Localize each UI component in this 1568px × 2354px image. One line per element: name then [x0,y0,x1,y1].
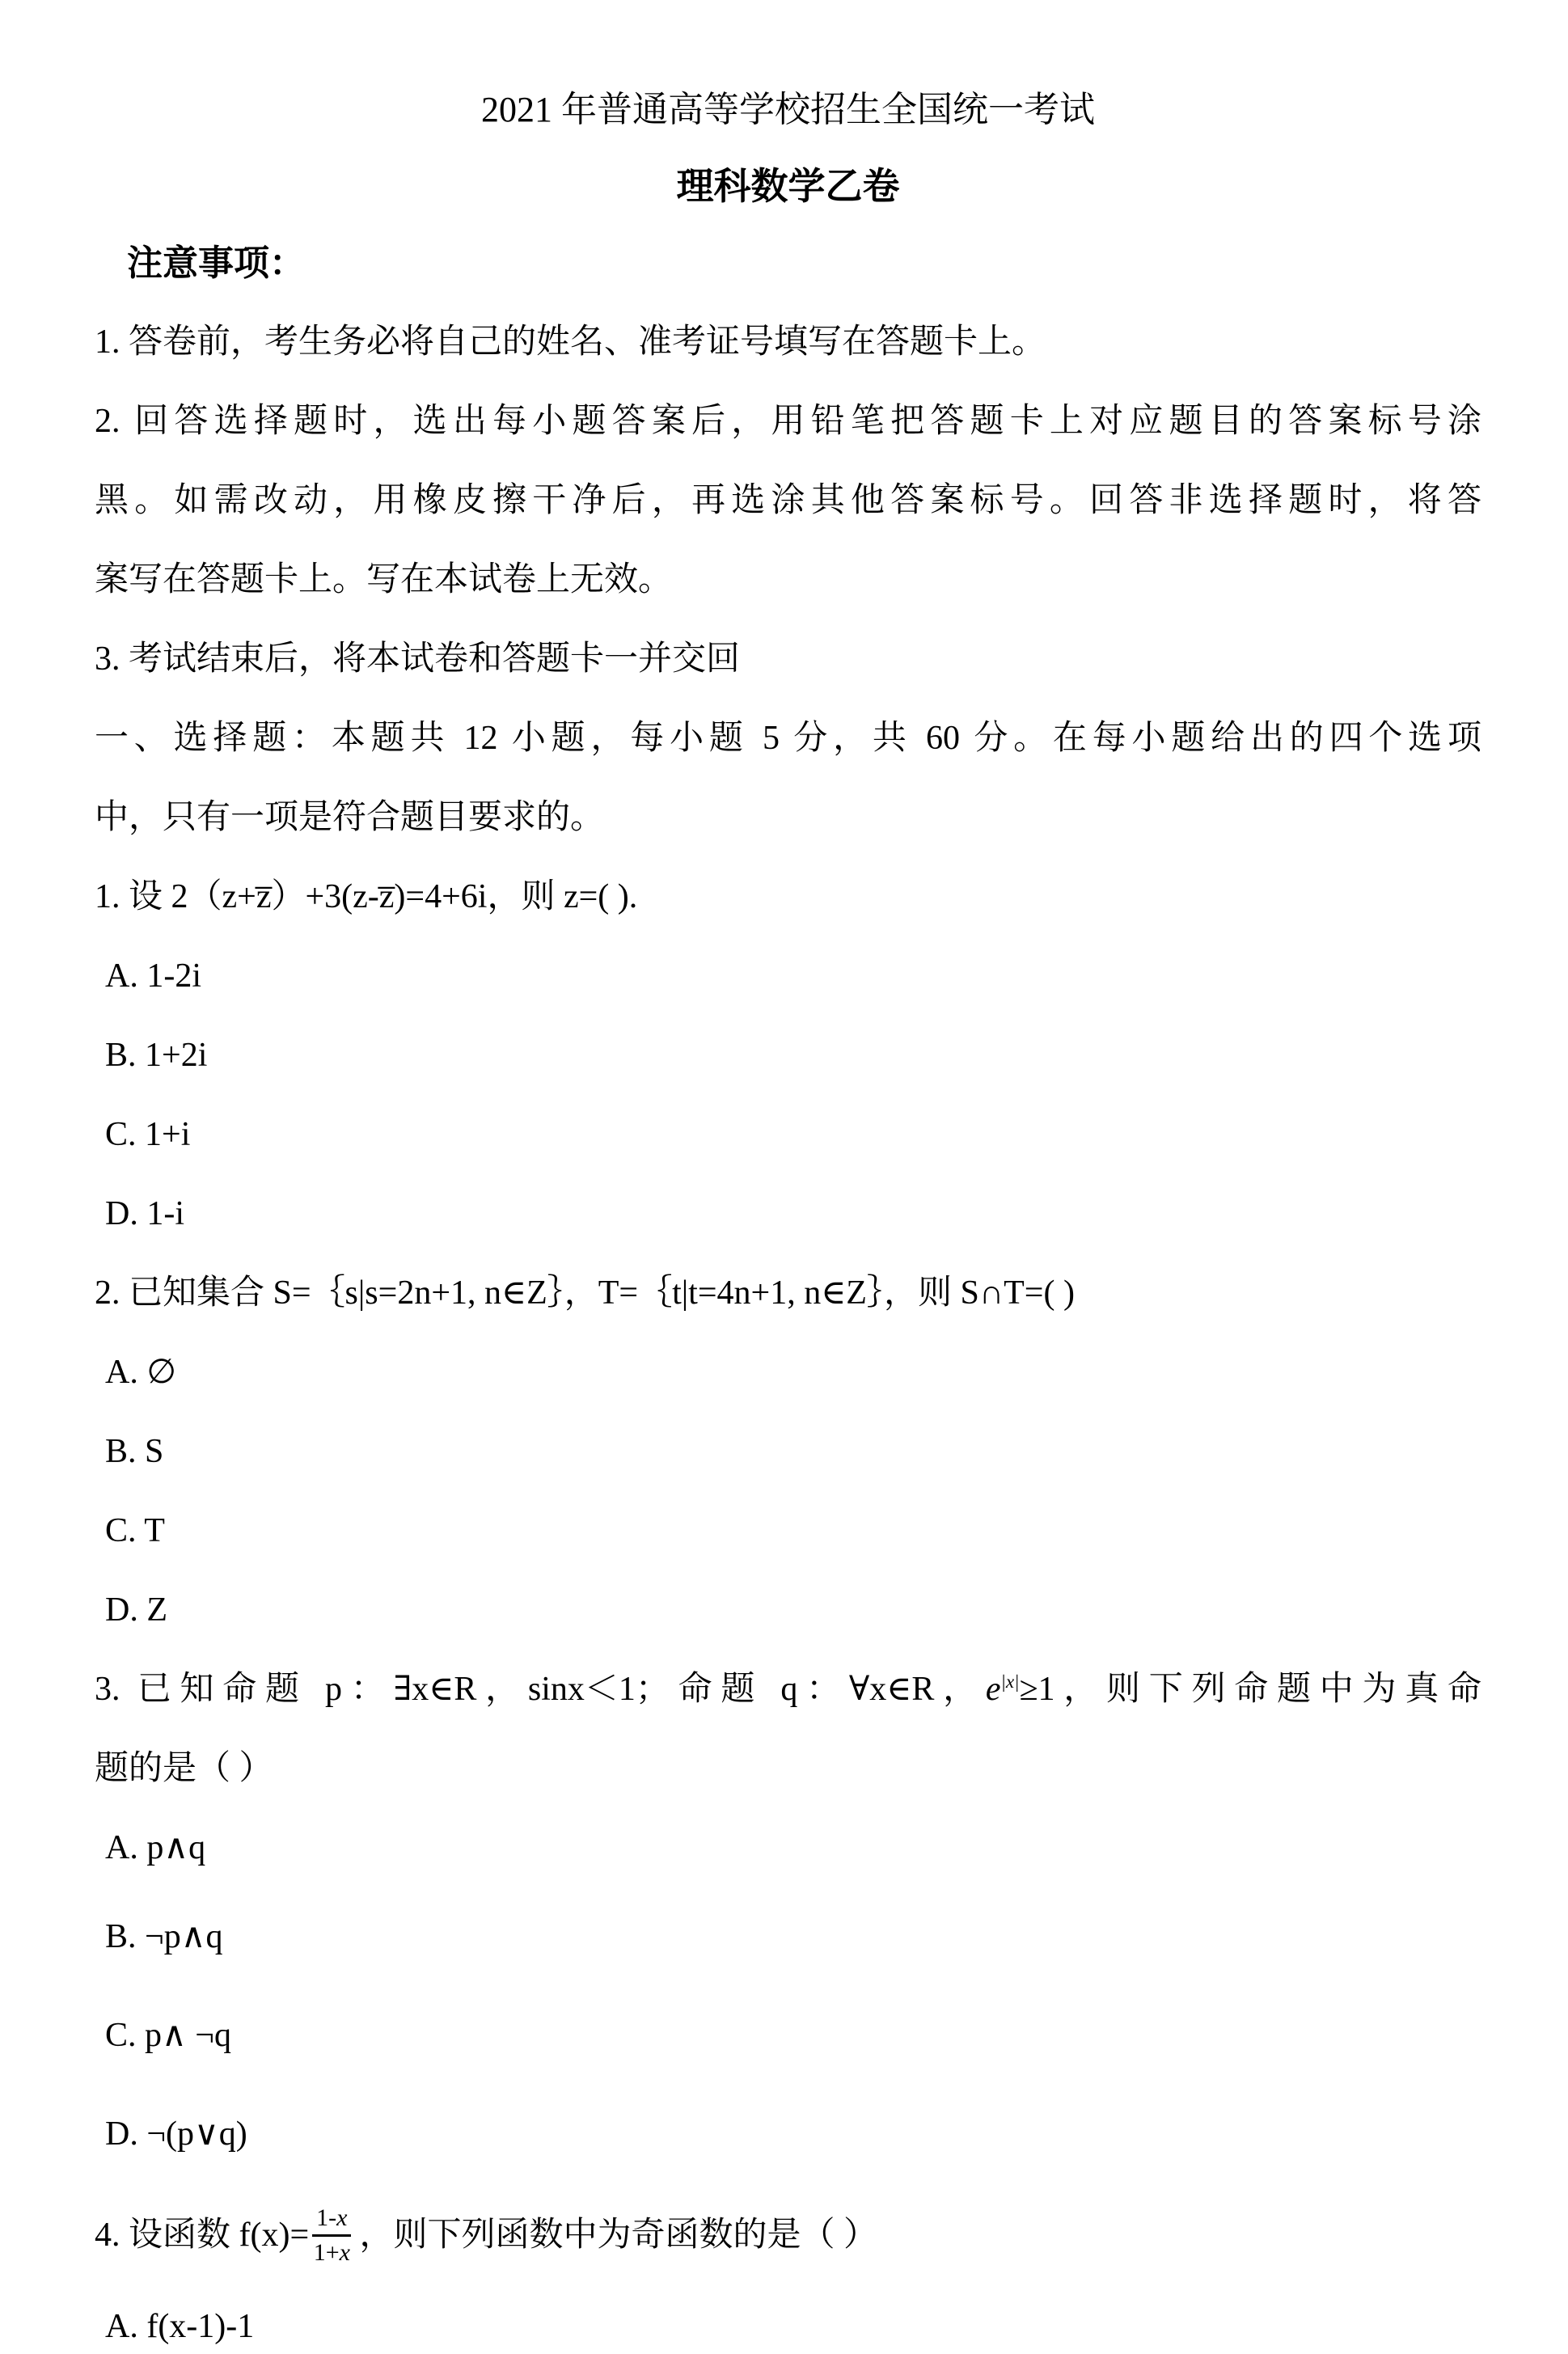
page-subtitle: 理科数学乙卷 [676,166,900,207]
question-2-option-a: A. ∅ [105,1354,176,1391]
question-4-option-a: A. f(x-1)-1 [105,2308,255,2345]
notice-item-2-line-3: 案写在答题卡上。写在本试卷上无效。 [95,561,673,598]
question-1-option-c: C. 1+i [105,1116,191,1153]
fraction-denominator-var: x [339,2239,350,2267]
page-title: 2021 年普通高等学校招生全国统一考试 [481,90,1095,129]
exponent-abs-x [1001,1671,1020,1692]
question-1-option-a: A. 1-2i [105,957,201,995]
question-2-option-d: D. Z [105,1591,167,1629]
question-1-option-b: B. 1+2i [105,1037,208,1074]
euler-e-symbol: e [985,1671,1001,1708]
fraction-numerator [312,2204,351,2237]
notice-item-2-line-1: 2. 回答选择题时，选出每小题答案后，用铅笔把答题卡上对应题目的答案标号涂 [95,403,1481,440]
fraction-numerator-const: 1- [316,2204,337,2231]
question-3-stem-text-before: 3. 已知命题 p：∃x∈R，sinx＜1；命题 q：∀x∈R， [95,1671,986,1708]
notice-item-3-line: 3. 考试结束后，将本试卷和答题卡一并交回 [95,640,741,678]
section-header-line-1: 一、选择题：本题共 12 小题，每小题 5 分，共 60 分。在每小题给出的四个选项 [95,720,1481,757]
question-2-stem: 2. 已知集合 S=｛s|s=2n+1, n∈Z｝，T=｛t|t=4n+1, n∈Z｝，则 S∩T=( ) [95,1274,1075,1312]
section-header-line-2: 中，只有一项是符合题目要求的。 [95,799,605,836]
question-1-option-d: D. 1-i [105,1195,184,1232]
question-4-stem-text-after: ，则下列函数中为奇函数的是（ ） [359,2217,877,2254]
fraction-denominator-const: 1+ [313,2239,340,2267]
notice-item-1-line: 1. 答卷前，考生务必将自己的姓名、准考证号填写在答题卡上。 [95,323,1046,361]
question-3-option-c: C. p∧ ¬q [105,2017,231,2054]
question-3-stem-line-2: 题的是（ ） [95,1750,273,1787]
question-1-stem: 1. 设 2（z+z̅）+3(z-z̅)=4+6i，则 z=( ). [95,878,638,915]
exponent-abs-x-text: |x| [1000,1671,1020,1692]
fraction-numerator-var: x [336,2204,348,2231]
question-4-stem-text-before: 4. 设函数 f(x)= [95,2217,310,2254]
fraction-denominator [314,2237,350,2267]
fraction [312,2204,351,2267]
question-4-stem [95,2183,1481,2287]
notice-item-2-line-2: 黑。如需改动，用橡皮擦干净后，再选涂其他答案标号。回答非选择题时，将答 [95,482,1481,519]
question-3-stem-text-after: ≥1，则下列命题中为真命 [1019,1671,1481,1708]
notice-heading: 注意事项： [127,243,305,283]
question-3-option-b: B. ¬p∧q [105,1918,223,1955]
question-3-option-d: D. ¬(p∨q) [105,2115,247,2153]
question-3-stem-line-1 [95,1650,1481,1729]
question-2-option-b: B. S [105,1433,164,1470]
question-3-option-a: A. p∧q [105,1829,206,1866]
question-2-option-c: C. T [105,1512,165,1549]
